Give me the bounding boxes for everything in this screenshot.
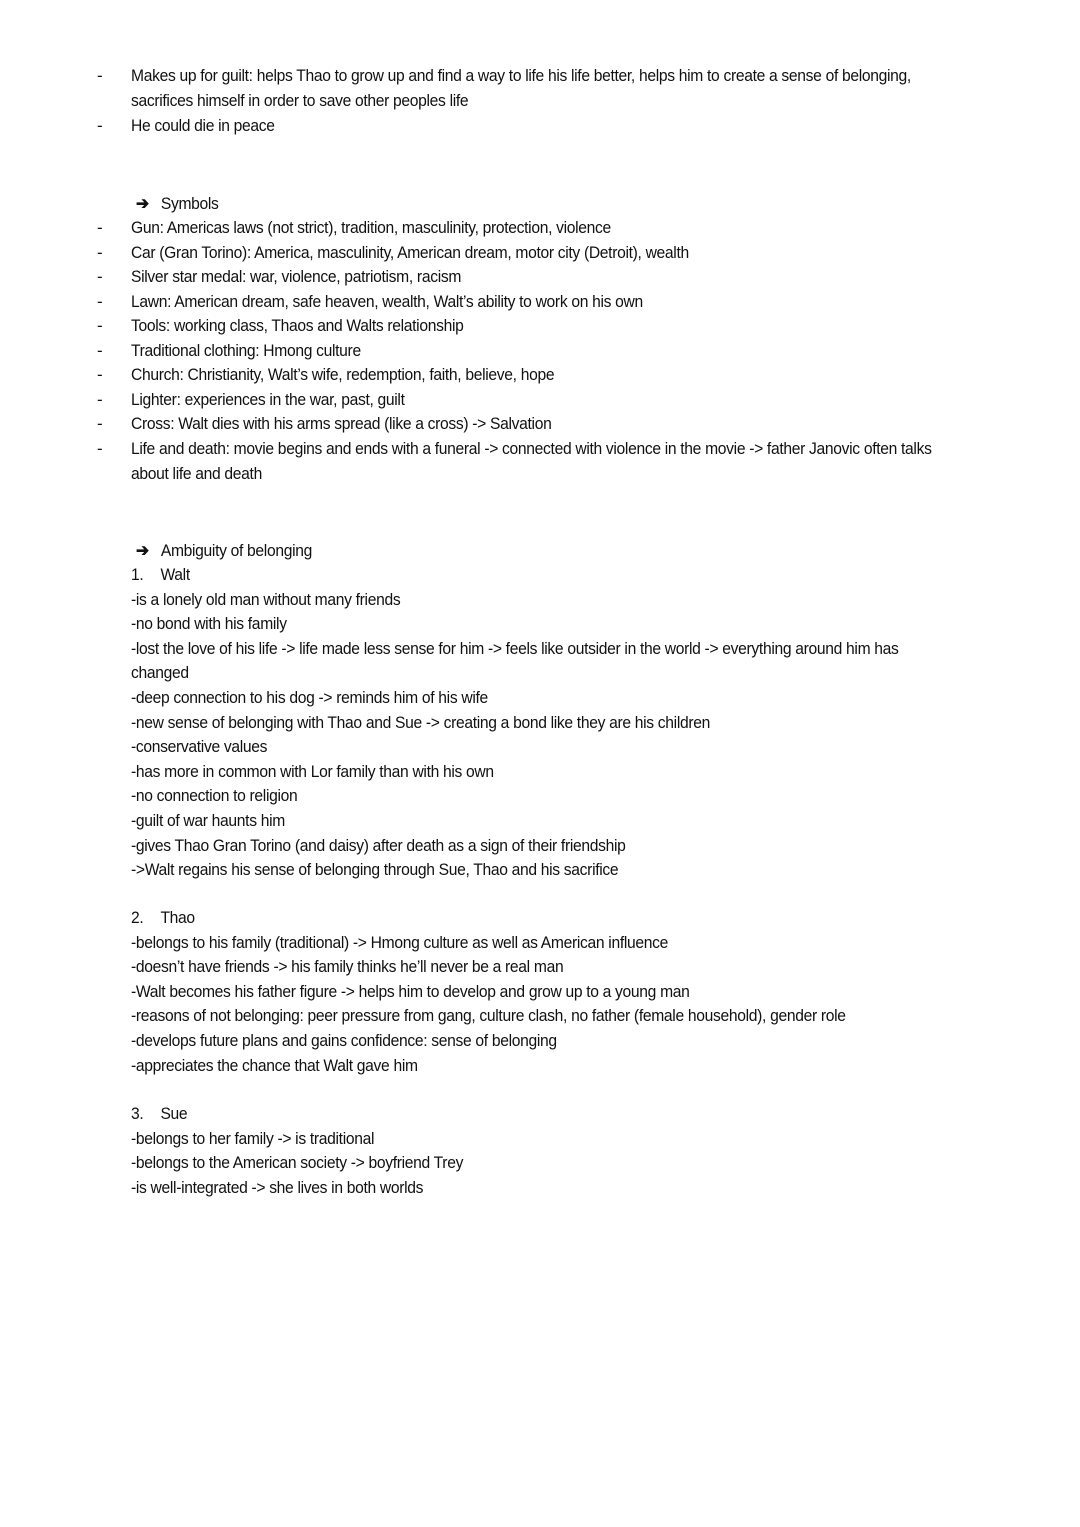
text-line: -appreciates the chance that Walt gave him bbox=[131, 1055, 418, 1075]
text-line: -reasons of not belonging: peer pressure from gang, culture clash, no father (female household), gender role bbox=[131, 1006, 846, 1026]
bullet-text bbox=[131, 265, 461, 290]
text-line: -belongs to her family -> is traditional bbox=[131, 1128, 375, 1148]
bullet-text bbox=[131, 388, 405, 413]
text-line: ->Walt regains his sense of belonging through Sue, Thao and his sacrifice bbox=[131, 860, 619, 880]
text-line: Gun: Americas laws (not strict), tradition, masculinity, protection, violence bbox=[131, 218, 611, 237]
bullet-dash: - bbox=[97, 365, 103, 384]
text-line: Makes up for guilt: helps Thao to grow up and find a way to life his life better, helps him to create a sense of belonging, bbox=[131, 66, 911, 85]
bullet-dash: - bbox=[97, 116, 103, 135]
section-name: Walt bbox=[160, 565, 190, 584]
text-line: Lawn: American dream, safe heaven, wealth, Walt’s ability to work on his own bbox=[131, 292, 643, 311]
section-number: 3. bbox=[131, 1104, 144, 1123]
bullet-text bbox=[131, 114, 275, 139]
bullet-dash: - bbox=[97, 267, 103, 286]
text-line: -deep connection to his dog -> reminds him of his wife bbox=[131, 687, 488, 707]
heading-text: Symbols bbox=[160, 194, 219, 213]
text-line: Tools: working class, Thaos and Walts relationship bbox=[131, 316, 464, 335]
text-line: -lost the love of his life -> life made less sense for him -> feels like outsider in the world -> everything around him has bbox=[131, 638, 899, 658]
text-line: -conservative values bbox=[131, 737, 268, 757]
section-number: 2. bbox=[131, 908, 144, 927]
bullet-text bbox=[131, 412, 551, 437]
text-line: changed bbox=[131, 663, 189, 683]
text-line: Lighter: experiences in the war, past, guilt bbox=[131, 390, 405, 409]
text-line: -doesn’t have friends -> his family thinks he’ll never be a real man bbox=[131, 957, 564, 977]
text-line: -has more in common with Lor family than with his own bbox=[131, 761, 494, 781]
text-line: -develops future plans and gains confidence: sense of belonging bbox=[131, 1030, 557, 1050]
text-line: He could die in peace bbox=[131, 116, 275, 135]
bullet-dash: - bbox=[97, 218, 103, 237]
symbols-heading bbox=[136, 192, 219, 217]
text-line: Life and death: movie begins and ends with a funeral -> connected with violence in the movie -> father Janovic often talks bbox=[131, 439, 932, 458]
text-line: -no bond with his family bbox=[131, 614, 287, 634]
bullet-dash: - bbox=[97, 439, 103, 458]
bullet-dash: - bbox=[97, 66, 103, 85]
text-line: -gives Thao Gran Torino (and daisy) after death as a sign of their friendship bbox=[131, 835, 626, 855]
text-line: Traditional clothing: Hmong culture bbox=[131, 341, 361, 360]
bullet-dash: - bbox=[97, 316, 103, 335]
text-line: -belongs to his family (traditional) -> Hmong culture as well as American influence bbox=[131, 932, 669, 952]
bullet-text bbox=[131, 64, 911, 113]
text-line: -new sense of belonging with Thao and Sue -> creating a bond like they are his children bbox=[131, 712, 711, 732]
bullet-text bbox=[131, 339, 361, 364]
text-line: -no connection to religion bbox=[131, 786, 298, 806]
text-line: -guilt of war haunts him bbox=[131, 810, 285, 830]
bullet-dash: - bbox=[97, 243, 103, 262]
bullet-dash: - bbox=[97, 414, 103, 433]
section-name: Thao bbox=[160, 908, 195, 927]
section-title bbox=[131, 1102, 463, 1127]
bullet-dash: - bbox=[97, 341, 103, 360]
text-line: sacrifices himself in order to save other peoples life bbox=[131, 90, 469, 110]
bullet-text bbox=[131, 363, 554, 388]
text-line: Silver star medal: war, violence, patriotism, racism bbox=[131, 267, 462, 286]
section-name: Sue bbox=[160, 1104, 188, 1123]
section-title bbox=[131, 906, 846, 931]
arrow-right-icon: ➔ bbox=[136, 194, 149, 213]
text-line: Cross: Walt dies with his arms spread (like a cross) -> Salvation bbox=[131, 414, 552, 433]
section-title bbox=[131, 563, 899, 588]
bullet-dash: - bbox=[97, 390, 103, 409]
ambiguity-heading bbox=[136, 539, 312, 564]
bullet-dash: - bbox=[97, 292, 103, 311]
heading-text: Ambiguity of belonging bbox=[160, 541, 313, 560]
bullet-text bbox=[131, 216, 611, 241]
section-walt bbox=[131, 563, 899, 883]
text-line: -is a lonely old man without many friends bbox=[131, 589, 401, 609]
text-line: about life and death bbox=[131, 463, 262, 483]
text-line: -Walt becomes his father figure -> helps him to develop and grow up to a young man bbox=[131, 981, 690, 1001]
bullet-text bbox=[131, 437, 932, 486]
section-thao bbox=[131, 906, 846, 1078]
bullet-text bbox=[131, 241, 689, 266]
bullet-text bbox=[131, 290, 643, 315]
arrow-right-icon: ➔ bbox=[136, 541, 149, 560]
text-line: Church: Christianity, Walt’s wife, redemption, faith, believe, hope bbox=[131, 365, 555, 384]
text-line: -is well-integrated -> she lives in both worlds bbox=[131, 1177, 424, 1197]
section-sue bbox=[131, 1102, 463, 1200]
bullet-text bbox=[131, 314, 463, 339]
text-line: Car (Gran Torino): America, masculinity, American dream, motor city (Detroit), wealth bbox=[131, 243, 689, 262]
text-line: -belongs to the American society -> boyfriend Trey bbox=[131, 1153, 464, 1173]
section-number: 1. bbox=[131, 565, 144, 584]
